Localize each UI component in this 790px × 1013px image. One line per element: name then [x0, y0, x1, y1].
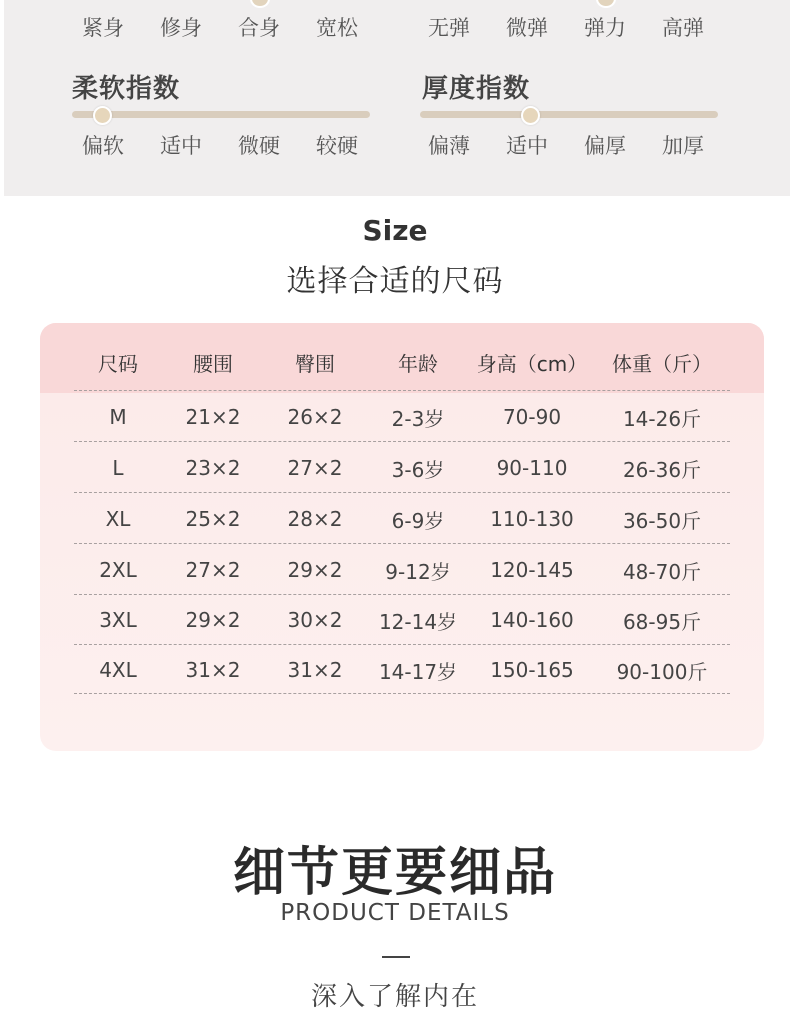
softness-label: 微硬: [238, 134, 280, 158]
hip-cell: 27×2: [287, 456, 343, 480]
header-cell: 尺码: [98, 351, 138, 376]
size-cell: M: [109, 405, 127, 429]
row-divider: [74, 492, 730, 493]
table-row: [74, 443, 730, 493]
age-cell: 3-6岁: [391, 457, 445, 482]
row-divider: [74, 543, 730, 544]
weight-cell: 36-50斤: [622, 508, 702, 533]
table-row: [74, 595, 730, 645]
header-cell: 年龄: [398, 351, 438, 376]
size-cell: 4XL: [99, 658, 137, 682]
weight-cell: 48-70斤: [622, 559, 702, 584]
softness-scale-labels: [64, 130, 376, 160]
height-cell: 70-90: [502, 405, 562, 429]
thickness-slider-knob: [521, 106, 540, 125]
softness-title: 柔软指数: [72, 74, 181, 104]
size-cell: 2XL: [99, 558, 137, 582]
height-cell: 90-110: [496, 456, 568, 480]
thickness-scale-labels: [410, 130, 722, 160]
table-row: [74, 645, 730, 695]
size-subheading: 选择合适的尺码: [286, 264, 504, 299]
thickness-label: 适中: [506, 134, 548, 158]
header-cell: 臀围: [295, 351, 335, 376]
details-english-heading: PRODUCT DETAILS: [280, 900, 510, 926]
size-cell: L: [112, 456, 124, 480]
header-cell: 体重（斤）: [612, 351, 712, 376]
age-cell: 9-12岁: [385, 559, 451, 584]
softness-slider-knob: [93, 106, 112, 125]
height-cell: 140-160: [490, 608, 574, 632]
header-cell: 腰围: [193, 351, 233, 376]
elastic-label: 无弹: [428, 16, 470, 40]
fit-label: 紧身: [82, 16, 124, 40]
hip-cell: 31×2: [287, 658, 343, 682]
elastic-label: 高弹: [662, 16, 704, 40]
waist-cell: 23×2: [185, 456, 241, 480]
fit-label: 修身: [160, 16, 202, 40]
weight-cell: 90-100斤: [616, 659, 708, 684]
softness-label: 较硬: [316, 134, 358, 158]
height-cell: 120-145: [490, 558, 574, 582]
table-row: [74, 545, 730, 595]
hip-cell: 30×2: [287, 608, 343, 632]
fit-label: 宽松: [316, 16, 358, 40]
waist-cell: 21×2: [185, 405, 241, 429]
size-table-header: [74, 337, 730, 387]
waist-cell: 25×2: [185, 507, 241, 531]
size-table: [40, 323, 764, 751]
height-cell: 150-165: [490, 658, 574, 682]
details-tagline: 深入了解内在: [310, 982, 479, 1012]
height-cell: 110-130: [490, 507, 574, 531]
details-divider: [382, 956, 410, 958]
size-heading: Size: [362, 214, 428, 247]
age-cell: 2-3岁: [391, 406, 445, 431]
weight-cell: 68-95斤: [622, 609, 702, 634]
index-panel: [0, 0, 790, 196]
header-cell: 身高（cm）: [476, 351, 588, 376]
hip-cell: 26×2: [287, 405, 343, 429]
thickness-label: 加厚: [662, 134, 704, 158]
age-cell: 12-14岁: [378, 609, 458, 634]
table-row: [74, 392, 730, 442]
thickness-label: 偏薄: [428, 134, 470, 158]
elastic-scale-labels: [410, 12, 722, 42]
hip-cell: 29×2: [287, 558, 343, 582]
waist-cell: 27×2: [185, 558, 241, 582]
softness-label: 偏软: [82, 134, 124, 158]
thickness-label: 偏厚: [584, 134, 626, 158]
row-divider: [74, 390, 730, 391]
size-cell: XL: [105, 507, 131, 531]
table-row: [74, 494, 730, 544]
age-cell: 14-17岁: [378, 659, 458, 684]
details-heading: 细节更要细品: [232, 843, 557, 903]
fit-scale-labels: [64, 12, 376, 42]
elastic-label: 微弹: [506, 16, 548, 40]
size-cell: 3XL: [99, 608, 137, 632]
age-cell: 6-9岁: [391, 508, 445, 533]
thickness-title: 厚度指数: [422, 74, 531, 104]
softness-label: 适中: [160, 134, 202, 158]
elastic-label: 弹力: [584, 16, 626, 40]
hip-cell: 28×2: [287, 507, 343, 531]
thickness-slider-track: [420, 111, 718, 118]
weight-cell: 14-26斤: [622, 406, 702, 431]
softness-slider-track: [72, 111, 370, 118]
row-divider: [74, 693, 730, 694]
waist-cell: 29×2: [185, 608, 241, 632]
waist-cell: 31×2: [185, 658, 241, 682]
fit-label: 合身: [238, 16, 280, 40]
row-divider: [74, 441, 730, 442]
weight-cell: 26-36斤: [622, 457, 702, 482]
